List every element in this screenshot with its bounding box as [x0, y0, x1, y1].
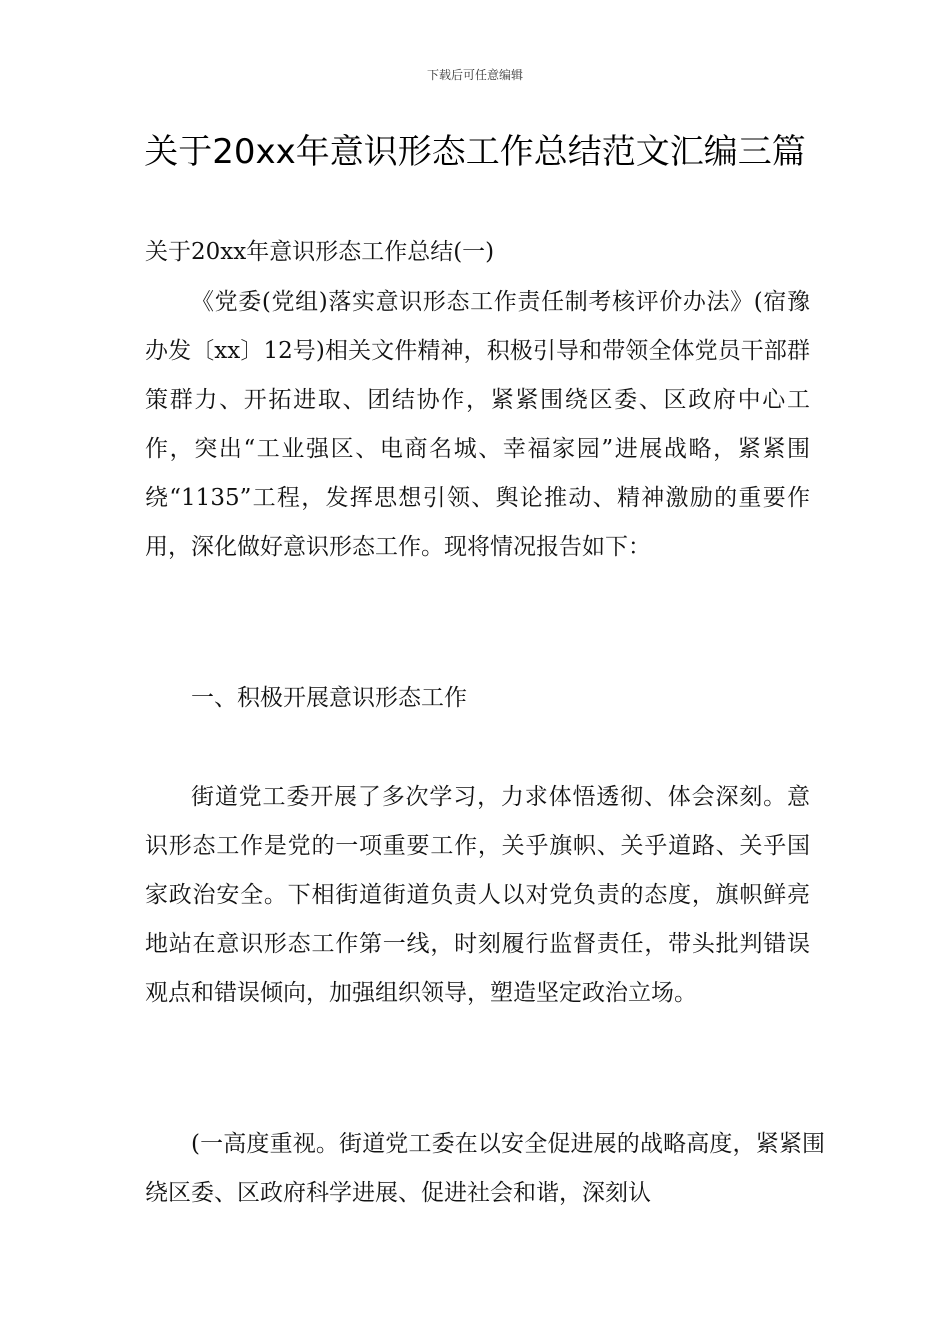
document-title: 关于20xx年意识形态工作总结范文汇编三篇	[144, 132, 806, 172]
paragraph-subsection: (一高度重视。街道党工委在以安全促进展的战略高度，紧紧围绕区委、区政府科学进展、促进社会和谐，深刻认	[145, 1131, 825, 1206]
header-note: 下载后可任意编辑	[426, 68, 523, 82]
paragraph-intro: 《党委(党组)落实意识形态工作责任制考核评价办法》(宿豫办发〔xx〕12号)相关文件精神，积极引导和带领全体党员干部群策群力、开拓进取、团结协作，紧紧围绕区委、区政府中心工作，突出“工业强区、电商名城、幸福家园”进展战略，紧紧围绕“1135”工程，发挥思想引领、舆论推动、精神激励的重要作用，深化做好意识形态工作。现将情况报告如下：	[145, 289, 810, 560]
paragraph-body: 街道党工委开展了多次学习，力求体悟透彻、体会深刻。意识形态工作是党的一项重要工作，关乎旗帜、关乎道路、关乎国家政治安全。下相街道街道负责人以对党负责的态度，旗帜鲜亮地站在意识形态工作第一线，时刻履行监督责任，带头批判错误观点和错误倾向，加强组织领导，塑造坚定政治立场。	[145, 784, 810, 1006]
section-heading: 一、积极开展意识形态工作	[191, 685, 467, 711]
section-subtitle: 关于20xx年意识形态工作总结(一)	[145, 239, 495, 265]
